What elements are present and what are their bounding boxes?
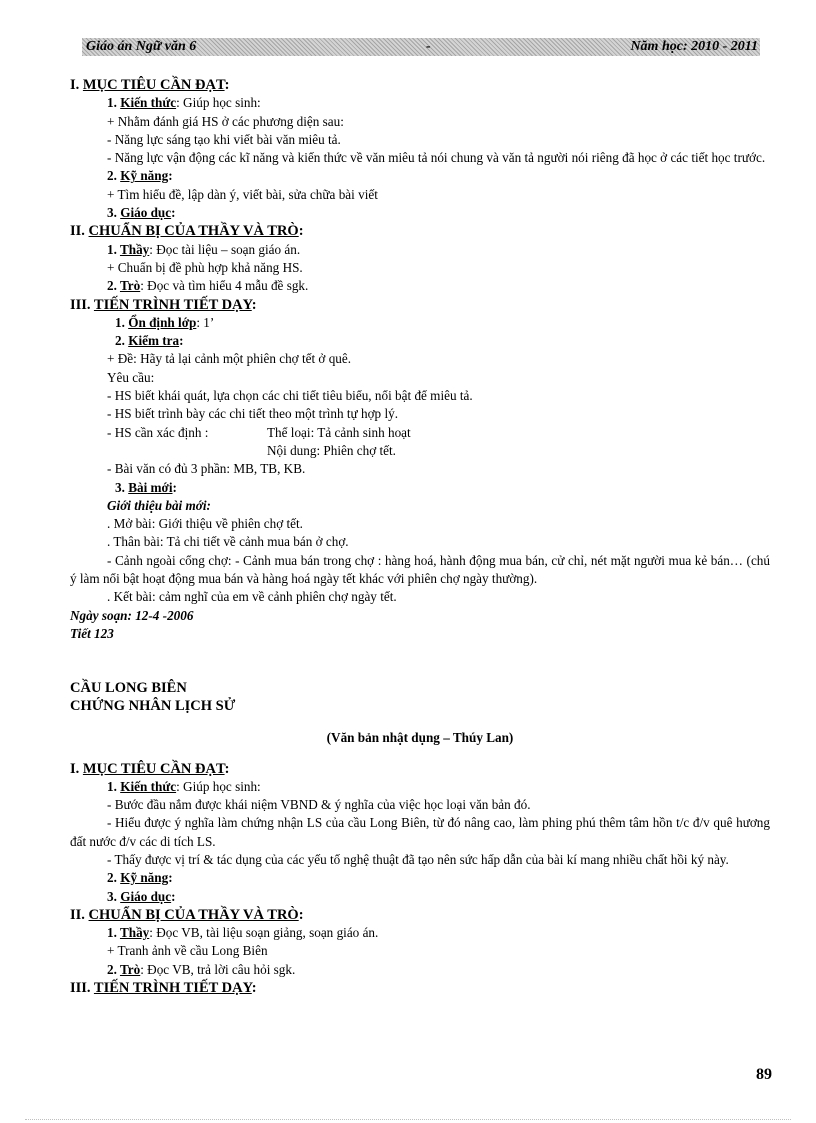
text-line: + Nhằm đánh giá HS ở các phương diện sau:	[107, 113, 344, 129]
period-line: Tiết 123	[70, 625, 114, 641]
text-line: - HS biết khái quát, lựa chọn các chi tiết tiêu biểu, nổi bật để miêu tả.	[107, 388, 473, 404]
check-line: 2. Kiểm tra:	[115, 333, 184, 349]
page-number: 89	[756, 1066, 772, 1083]
student-line: 2. Trò: Đọc và tìm hiểu 4 mẫu đề sgk.	[107, 278, 309, 294]
text-line: + Tìm hiểu đề, lập dàn ý, viết bài, sửa chữa bài viết	[107, 186, 378, 202]
header-book-title: Giáo án Ngữ văn 6	[86, 39, 197, 54]
text-line: Nội dung: Phiên chợ tết.	[267, 442, 396, 458]
text-line: . Mở bài: Giới thiệu về phiên chợ tết.	[107, 516, 303, 532]
section-heading: III. TIẾN TRÌNH TIẾT DẠY:	[70, 980, 257, 997]
text-line: - Năng lực sáng tạo khi viết bài văn miêu tả.	[107, 131, 341, 147]
footer-divider	[25, 1119, 791, 1120]
new-lesson-line: 3. Bài mới:	[115, 479, 177, 495]
stability-line: 1. Ổn định lớp: 1’	[115, 314, 215, 330]
student-line: 2. Trò: Đọc VB, trả lời câu hỏi sgk.	[107, 961, 296, 977]
text-paragraph: - Hiểu được ý nghĩa làm chứng nhận LS của cầu Long Biên, từ đó nâng cao, làm phing phú thêm tâm hồn t/c đ/v quê hương đất nước đ/v các di tích LS.	[70, 815, 770, 849]
knowledge-line: 1. Kiến thức: Giúp học sinh:	[107, 95, 261, 111]
skills-line: 2. Kỹ năng:	[107, 870, 173, 886]
section-heading: II. CHUẨN BỊ CỦA THẦY VÀ TRÒ:	[70, 906, 304, 923]
section-heading: II. CHUẨN BỊ CỦA THẦY VÀ TRÒ:	[70, 223, 304, 240]
lesson-title: CHỨNG NHÂN LỊCH SỬ	[70, 698, 236, 715]
text-line: - HS biết trình bày các chi tiết theo một trình tự hợp lý.	[107, 406, 399, 422]
teacher-line: 1. Thầy: Đọc tài liệu – soạn giáo án.	[107, 241, 301, 257]
text-line: + Tranh ảnh về cầu Long Biên	[107, 943, 268, 959]
text-line: - HS cần xác định : Thể loại: Tả cảnh sinh hoạt	[107, 424, 411, 440]
text-line: + Đề: Hãy tả lại cảnh một phiên chợ tết ở quê.	[107, 351, 352, 367]
section-heading: I. MỤC TIÊU CẦN ĐẠT:	[70, 760, 230, 777]
text-line: - Bước đầu nắm được khái niệm VBND & ý nghĩa của việc học loại văn bản đó.	[107, 797, 531, 813]
text-paragraph: - Thấy được vị trí & tác dụng của các yếu tố nghệ thuật đã tạo nên sức hấp dẫn của bài kí mang nhiều chất hồi ký này.	[107, 851, 729, 867]
lesson-subtitle: (Văn bản nhật dụng – Thúy Lan)	[326, 730, 514, 746]
text-line: - Bài văn có đủ 3 phần: MB, TB, KB.	[107, 461, 306, 477]
document-body	[70, 76, 770, 997]
header-separator: -	[426, 39, 431, 54]
section-heading: I. MỤC TIÊU CẦN ĐẠT:	[70, 77, 230, 93]
text-line: + Chuẩn bị đề phù hợp khả năng HS.	[107, 259, 303, 275]
knowledge-line: 1. Kiến thức: Giúp học sinh:	[107, 778, 261, 794]
text-line: Yêu cầu:	[107, 369, 155, 385]
skills-line: 2. Kỹ năng:	[107, 168, 173, 184]
text-line: . Thân bài: Tả chi tiết về cảnh mua bán ở chợ.	[107, 534, 349, 550]
date-line: Ngày soạn: 12-4 -2006	[70, 607, 194, 623]
section-heading: III. TIẾN TRÌNH TIẾT DẠY:	[70, 296, 257, 313]
page-header	[82, 38, 760, 56]
text-paragraph: - Cảnh ngoài cổng chợ: - Cảnh mua bán trong chợ : hàng hoá, hành động mua bán, cử chỉ, nét mặt người mua kẻ bán… (chú ý làm nổi bật hoạt động mua bán và hàng hoá ngày tết khác với phiên chợ ngày thường).	[70, 552, 770, 587]
teacher-line: 1. Thầy: Đọc VB, tài liệu soạn giảng, soạn giáo án.	[107, 925, 379, 941]
education-line: 3. Giáo dục:	[107, 205, 176, 221]
intro-heading: Giới thiệu bài mới:	[107, 497, 211, 513]
text-line: . Kết bài: cảm nghĩ của em về cảnh phiên chợ ngày tết.	[107, 589, 397, 605]
education-line: 3. Giáo dục:	[107, 888, 176, 904]
lesson-title: CẦU LONG BIÊN	[70, 680, 187, 697]
header-school-year: Năm học: 2010 - 2011	[630, 39, 758, 54]
text-paragraph: - Năng lực vận động các kĩ năng và kiến thức về văn miêu tả nói chung và văn tả người nói riêng đã học ở các tiết học trước.	[107, 150, 766, 166]
